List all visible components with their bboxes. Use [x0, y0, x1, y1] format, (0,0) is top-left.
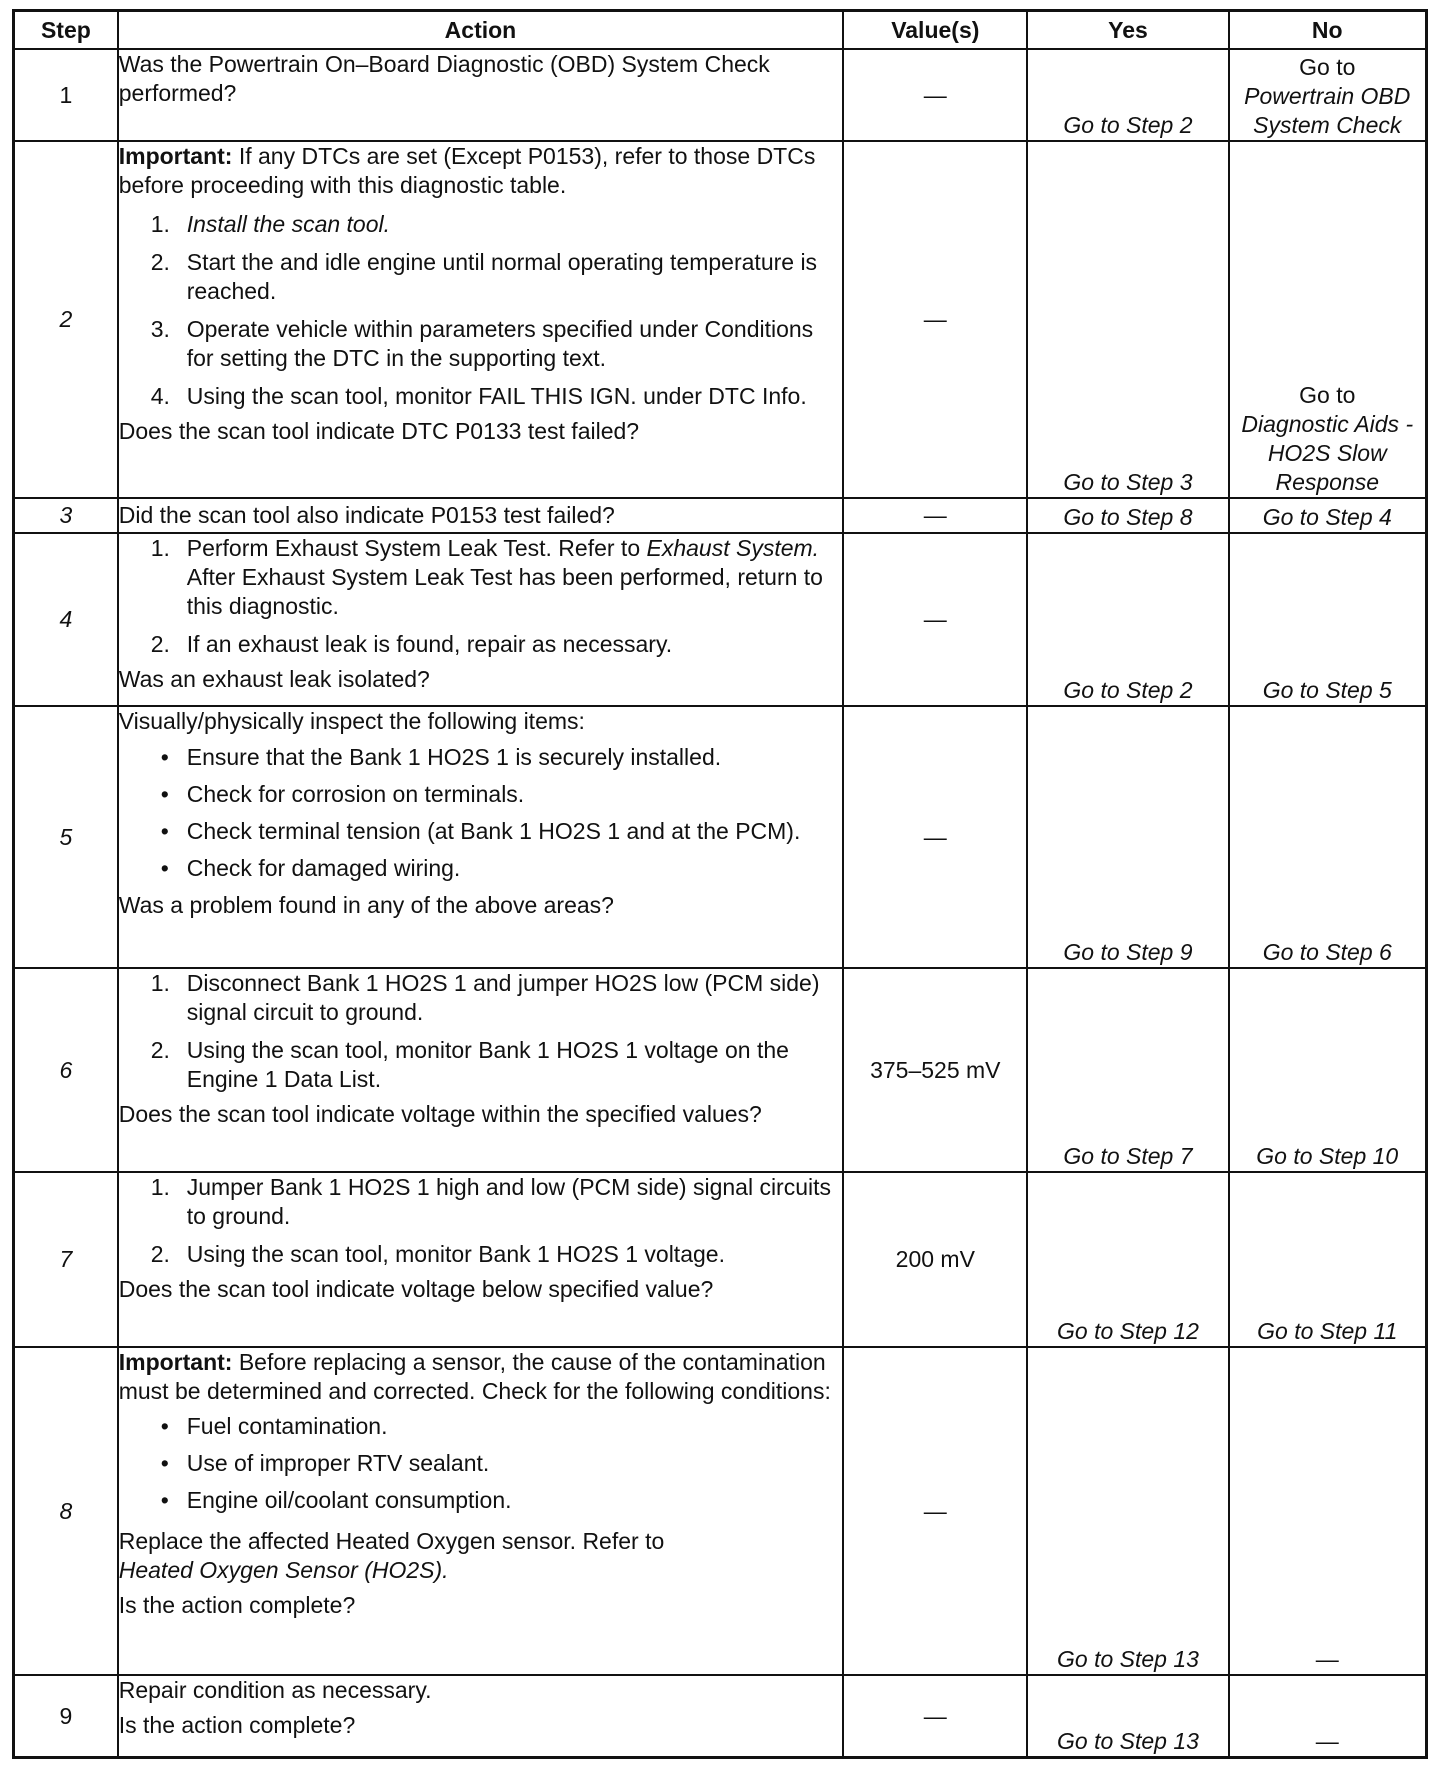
value-cell: —	[843, 1675, 1027, 1757]
no-prefix: Go to	[1299, 54, 1356, 81]
diagnostic-sheet	[12, 9, 1428, 1759]
question-text: Does the scan tool indicate voltage within the specified values?	[118, 1101, 762, 1128]
item-number: 2.	[150, 631, 170, 658]
bullet-icon: •	[160, 744, 169, 771]
list-item	[119, 315, 842, 373]
step-number: 8	[14, 1347, 118, 1675]
yes-cell: Go to Step 13	[1027, 1675, 1228, 1757]
list-item	[119, 854, 842, 883]
procedure-list	[119, 1173, 842, 1269]
important-label: Important:	[118, 143, 233, 170]
value-cell: 375–525 mV	[843, 968, 1027, 1172]
item-text: Perform Exhaust System Leak Test. Refer to	[186, 535, 647, 562]
yes-cell: Go to Step 3	[1027, 141, 1228, 498]
question-text: Does the scan tool indicate DTC P0133 test failed?	[118, 418, 640, 445]
list-item	[119, 248, 842, 306]
item-text: Disconnect Bank 1 HO2S 1 and jumper HO2S low (PCM side) signal circuit to ground.	[186, 970, 820, 1026]
table-row	[14, 1675, 1427, 1757]
action-cell	[118, 968, 843, 1172]
important-note	[119, 142, 842, 200]
no-prefix: Go to	[1299, 382, 1356, 409]
step-number: 6	[14, 968, 118, 1172]
bullet-icon: •	[160, 1487, 169, 1514]
table-row	[14, 49, 1427, 141]
no-cell: —	[1229, 1347, 1427, 1675]
table-row	[14, 968, 1427, 1172]
question-text: Does the scan tool indicate voltage below specified value?	[118, 1276, 714, 1303]
item-text: Install the scan tool.	[186, 211, 391, 238]
important-text: If any DTCs are set (Except P0153), refer to those DTCs before proceeding with this diagnostic table.	[118, 143, 816, 199]
item-number: 1.	[150, 970, 170, 997]
value-cell: —	[843, 49, 1027, 141]
no-link: Diagnostic Aids - HO2S Slow Response	[1241, 411, 1414, 496]
list-item	[119, 1412, 842, 1441]
conditions-list	[119, 1412, 842, 1515]
replace-text: Replace the affected Heated Oxygen sensor. Refer to	[118, 1528, 665, 1555]
no-cell: Go to Step 6	[1229, 706, 1427, 968]
action-cell	[118, 706, 843, 968]
bullet-icon: •	[160, 1413, 169, 1440]
item-text: Check terminal tension (at Bank 1 HO2S 1 and at the PCM).	[186, 818, 801, 845]
action-cell	[118, 141, 843, 498]
action-cell	[118, 1172, 843, 1347]
important-text: Before replacing a sensor, the cause of the contamination must be determined and corrected. Check for the following conditions:	[118, 1349, 831, 1405]
yes-cell: Go to Step 12	[1027, 1172, 1228, 1347]
header-action: Action	[118, 11, 843, 50]
item-reference: Exhaust System.	[646, 535, 820, 562]
item-text: Using the scan tool, monitor FAIL THIS IGN. under DTC Info.	[186, 383, 807, 410]
list-item	[119, 210, 842, 239]
item-number: 1.	[150, 535, 170, 562]
action-cell	[118, 498, 843, 533]
no-cell	[1229, 49, 1427, 141]
action-cell	[118, 1675, 843, 1757]
no-cell: Go to Step 11	[1229, 1172, 1427, 1347]
item-text: After Exhaust System Leak Test has been performed, return to this diagnostic.	[186, 564, 823, 620]
header-step: Step	[14, 11, 118, 50]
item-text: If an exhaust leak is found, repair as necessary.	[186, 631, 673, 658]
step-number: 7	[14, 1172, 118, 1347]
list-item	[119, 743, 842, 772]
inspection-list	[119, 743, 842, 883]
step-number: 5	[14, 706, 118, 968]
question-text: Is the action complete?	[118, 1712, 356, 1739]
question-text: Was a problem found in any of the above areas?	[118, 892, 614, 919]
item-text: Fuel contamination.	[186, 1413, 388, 1440]
step-number: 9	[14, 1675, 118, 1757]
question-text: Did the scan tool also indicate P0153 test failed?	[118, 502, 615, 529]
item-text: Ensure that the Bank 1 HO2S 1 is securely installed.	[186, 744, 722, 771]
list-item	[119, 1240, 842, 1269]
action-cell	[118, 533, 843, 706]
table-row	[14, 1172, 1427, 1347]
no-cell: Go to Step 10	[1229, 968, 1427, 1172]
step-number: 3	[14, 498, 118, 533]
header-row	[14, 11, 1427, 50]
yes-cell: Go to Step 2	[1027, 49, 1228, 141]
item-text: Jumper Bank 1 HO2S 1 high and low (PCM side) signal circuits to ground.	[186, 1174, 832, 1230]
no-cell: Go to Step 5	[1229, 533, 1427, 706]
diagnostic-table	[12, 9, 1428, 1759]
item-number: 1.	[150, 1174, 170, 1201]
item-text: Use of improper RTV sealant.	[186, 1450, 490, 1477]
intro-text: Repair condition as necessary.	[118, 1677, 432, 1704]
no-cell: Go to Step 4	[1229, 498, 1427, 533]
yes-cell: Go to Step 8	[1027, 498, 1228, 533]
bullet-icon: •	[160, 781, 169, 808]
yes-cell: Go to Step 7	[1027, 968, 1228, 1172]
item-number: 4.	[150, 383, 170, 410]
list-item	[119, 780, 842, 809]
value-cell: —	[843, 706, 1027, 968]
list-item	[119, 630, 842, 659]
replace-instruction	[119, 1527, 842, 1585]
no-link: Powertrain OBD System Check	[1244, 83, 1411, 139]
header-no: No	[1229, 11, 1427, 50]
list-item	[119, 969, 842, 1027]
procedure-list	[119, 534, 842, 659]
item-number: 1.	[150, 211, 170, 238]
item-text: Using the scan tool, monitor Bank 1 HO2S 1 voltage.	[186, 1241, 725, 1268]
list-item	[119, 382, 842, 411]
question-text: Is the action complete?	[118, 1592, 356, 1619]
intro-text: Visually/physically inspect the following items:	[118, 708, 585, 735]
step-number: 4	[14, 533, 118, 706]
question-text: Was an exhaust leak isolated?	[118, 666, 430, 693]
no-cell: —	[1229, 1675, 1427, 1757]
procedure-list	[119, 969, 842, 1094]
value-cell: —	[843, 533, 1027, 706]
action-cell	[118, 1347, 843, 1675]
value-cell: —	[843, 498, 1027, 533]
item-number: 2.	[150, 249, 170, 276]
yes-cell: Go to Step 9	[1027, 706, 1228, 968]
table-row	[14, 141, 1427, 498]
table-row	[14, 1347, 1427, 1675]
item-text: Start the and idle engine until normal operating temperature is reached.	[186, 249, 818, 305]
step-number: 2	[14, 141, 118, 498]
yes-cell: Go to Step 2	[1027, 533, 1228, 706]
procedure-list	[119, 210, 842, 411]
replace-reference: Heated Oxygen Sensor (HO2S).	[118, 1557, 449, 1584]
no-cell	[1229, 141, 1427, 498]
table-row	[14, 498, 1427, 533]
action-cell	[118, 49, 843, 141]
table-row	[14, 533, 1427, 706]
item-number: 3.	[150, 316, 170, 343]
item-text: Check for corrosion on terminals.	[186, 781, 525, 808]
action-text: Was the Powertrain On–Board Diagnostic (OBD) System Check performed?	[118, 51, 770, 106]
list-item	[119, 1449, 842, 1478]
important-note	[119, 1348, 842, 1406]
value-cell: —	[843, 141, 1027, 498]
important-label: Important:	[118, 1349, 233, 1376]
list-item	[119, 1173, 842, 1231]
step-number: 1	[14, 49, 118, 141]
item-text: Check for damaged wiring.	[186, 855, 461, 882]
table-row	[14, 706, 1427, 968]
bullet-icon: •	[160, 855, 169, 882]
item-number: 2.	[150, 1241, 170, 1268]
item-text: Operate vehicle within parameters specified under Conditions for setting the DTC in the supporting text.	[186, 316, 814, 372]
item-text: Using the scan tool, monitor Bank 1 HO2S 1 voltage on the Engine 1 Data List.	[186, 1037, 789, 1093]
bullet-icon: •	[160, 1450, 169, 1477]
list-item	[119, 534, 842, 621]
value-cell: 200 mV	[843, 1172, 1027, 1347]
yes-cell: Go to Step 13	[1027, 1347, 1228, 1675]
header-yes: Yes	[1027, 11, 1228, 50]
value-cell: —	[843, 1347, 1027, 1675]
list-item	[119, 1486, 842, 1515]
item-text: Engine oil/coolant consumption.	[186, 1487, 512, 1514]
bullet-icon: •	[160, 818, 169, 845]
header-values: Value(s)	[843, 11, 1027, 50]
list-item	[119, 817, 842, 846]
list-item	[119, 1036, 842, 1094]
item-number: 2.	[150, 1037, 170, 1064]
